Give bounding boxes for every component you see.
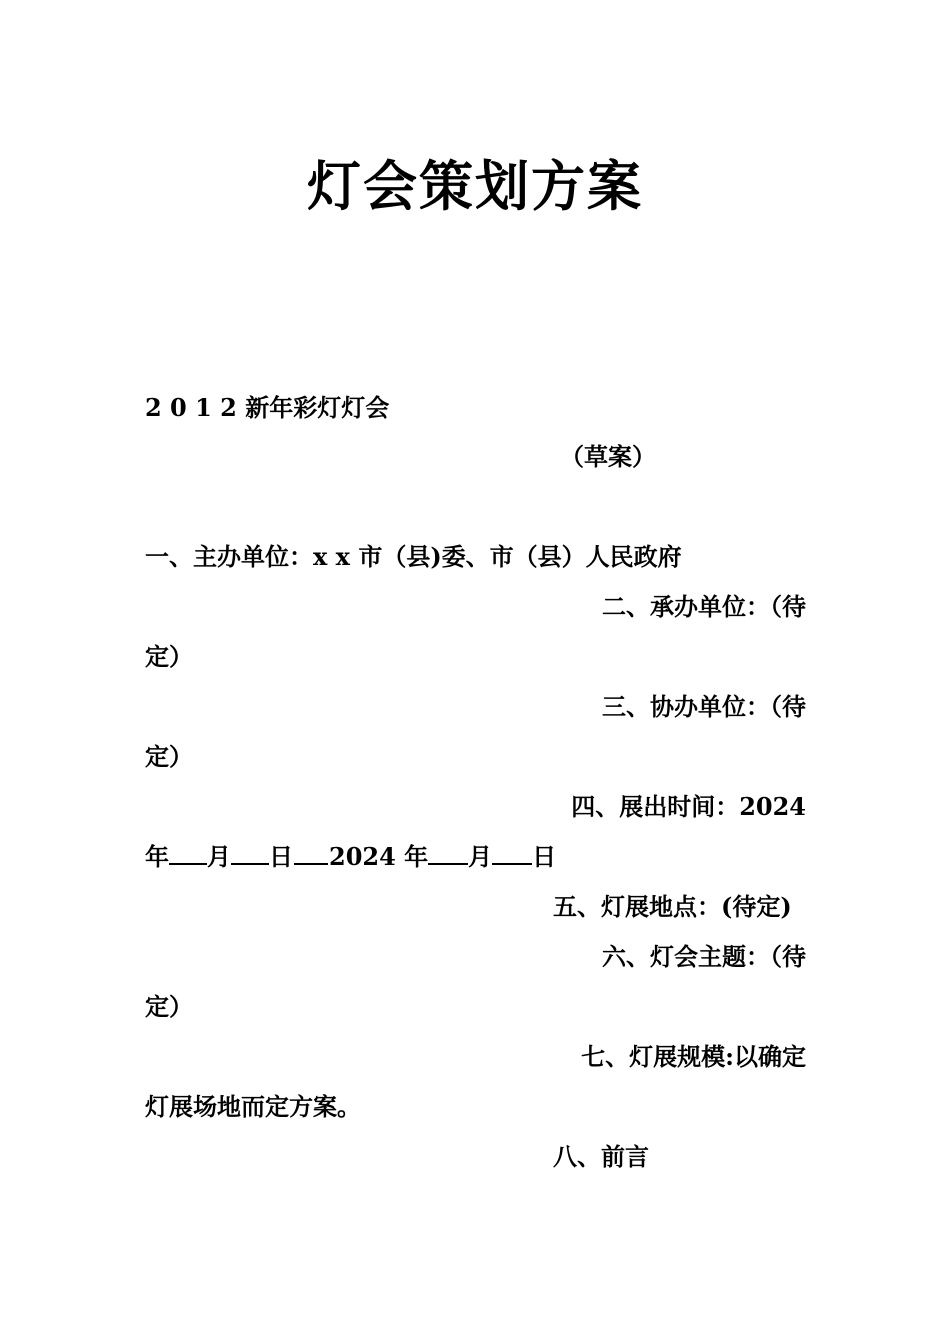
section-scale-line1: 七、灯展规模:以确定: [581, 1042, 806, 1071]
date-month-label: 月: [207, 842, 231, 871]
section-undertaker-line2: 定）: [145, 642, 193, 671]
section-scale-line2: 灯展场地而定方案。: [145, 1092, 361, 1121]
end-month-blank: [428, 841, 468, 865]
end-day-label: 日: [532, 842, 557, 871]
draft-note: （草案）: [560, 442, 656, 471]
end-month-label: 月: [468, 842, 493, 871]
month-blank: [169, 841, 207, 865]
section-venue: 五、灯展地点：(待定): [553, 892, 792, 921]
end-day-blank: [492, 841, 532, 865]
section-theme-line1: 六、灯会主题：（待: [602, 942, 806, 971]
date-range-dash: [294, 851, 328, 865]
document-subtitle: 2 0 1 2 新年彩灯灯会: [145, 393, 390, 422]
date-year-label: 年: [145, 842, 169, 871]
section-co-organizer-line2: 定）: [145, 742, 193, 771]
section-undertaker-line1: 二、承办单位：（待: [602, 592, 806, 621]
section-preface: 八、前言: [553, 1142, 649, 1171]
section-organizer: 一、主办单位：x x 市（县)委、市（县）人民政府: [145, 542, 682, 571]
section-exhibition-time-line2: [145, 841, 556, 873]
section-exhibition-time-line1: 四、展出时间：2024: [571, 792, 806, 821]
day-blank: [231, 841, 269, 865]
date-day-label: 日: [269, 842, 293, 871]
document-title: 灯会策划方案: [307, 154, 643, 218]
end-year-label: 2024 年: [329, 842, 429, 871]
section-co-organizer-line1: 三、协办单位：（待: [602, 692, 806, 721]
section-theme-line2: 定）: [145, 992, 193, 1021]
